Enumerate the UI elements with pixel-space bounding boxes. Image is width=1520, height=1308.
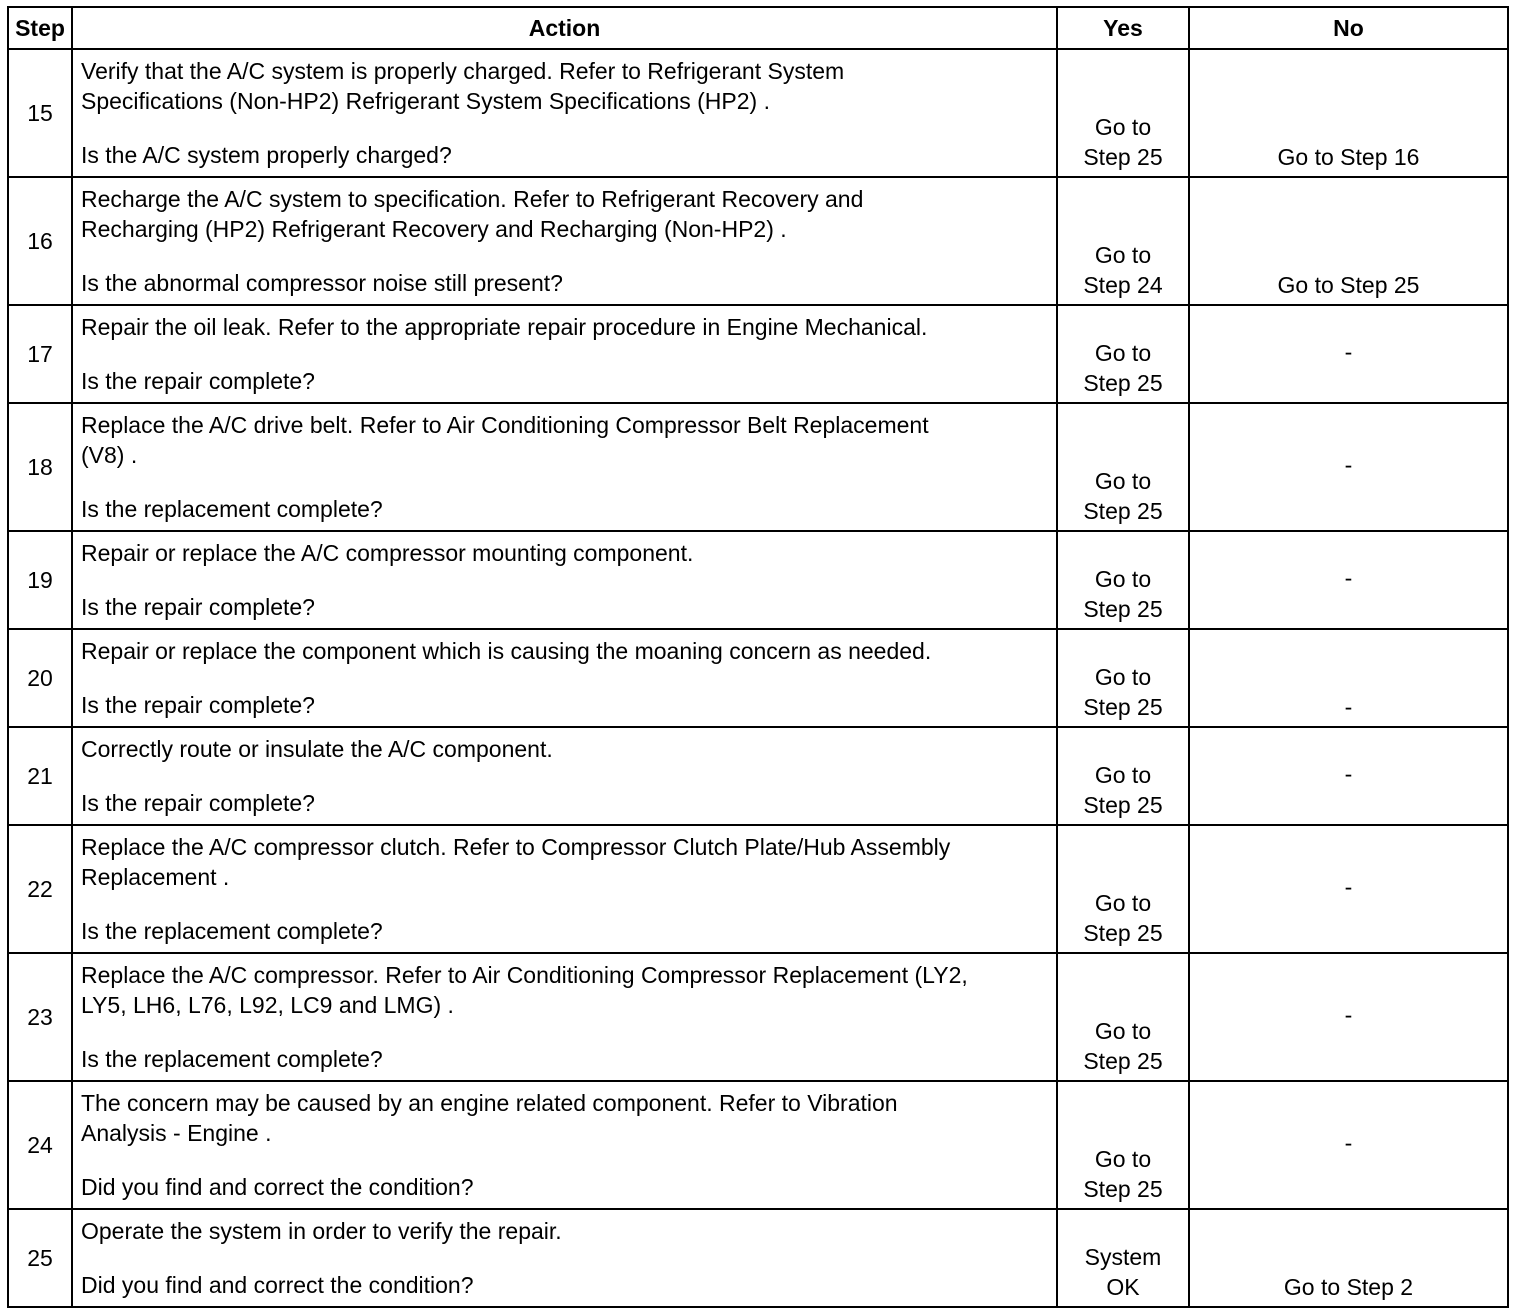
yes-text: Go to (1094, 664, 1152, 690)
action-question: Is the repair complete? (81, 692, 315, 718)
yes-cell (1057, 825, 1189, 953)
action-question: Did you find and correct the condition? (81, 1174, 474, 1200)
table-row (8, 1081, 1508, 1209)
action-text: Repair the oil leak. Refer to the appropriate repair procedure in Engine Mechanical. (81, 314, 928, 340)
header-action: Action (72, 7, 1057, 49)
yes-cell (1057, 531, 1189, 629)
table-row (8, 825, 1508, 953)
action-cell (72, 629, 1057, 727)
step-number: 24 (8, 1081, 72, 1209)
step-number: 18 (8, 403, 72, 531)
diagnostic-table-container (7, 6, 1509, 1308)
no-cell: - (1189, 403, 1508, 531)
no-cell: - (1189, 305, 1508, 403)
yes-cell (1057, 49, 1189, 177)
action-question: Is the replacement complete? (81, 1046, 383, 1072)
header-row (8, 7, 1508, 49)
no-cell: - (1189, 953, 1508, 1081)
yes-cell (1057, 305, 1189, 403)
step-number: 20 (8, 629, 72, 727)
no-cell: - (1189, 727, 1508, 825)
table-row (8, 177, 1508, 305)
action-text: Verify that the A/C system is properly charged. Refer to Refrigerant System (81, 58, 845, 84)
step-number: 23 (8, 953, 72, 1081)
step-number: 17 (8, 305, 72, 403)
action-cell (72, 177, 1057, 305)
yes-text: System (1084, 1244, 1162, 1270)
yes-cell (1057, 727, 1189, 825)
table-row (8, 953, 1508, 1081)
action-text: Analysis - Engine . (81, 1120, 272, 1146)
no-cell: - (1189, 825, 1508, 953)
yes-text: Step 25 (1083, 596, 1163, 622)
no-cell: Go to Step 16 (1189, 49, 1508, 177)
yes-text: Go to (1094, 566, 1152, 592)
no-cell: - (1189, 531, 1508, 629)
table-row (8, 305, 1508, 403)
yes-text: Go to (1094, 762, 1152, 788)
step-number: 16 (8, 177, 72, 305)
action-cell (72, 1209, 1057, 1307)
action-text: Repair or replace the component which is causing the moaning concern as needed. (81, 638, 932, 664)
action-cell (72, 727, 1057, 825)
yes-text: Go to (1094, 340, 1152, 366)
action-text: LY5, LH6, L76, L92, LC9 and LMG) . (81, 992, 454, 1018)
yes-text: Step 25 (1083, 498, 1163, 524)
table-row (8, 629, 1508, 727)
yes-text: Go to (1094, 114, 1152, 140)
action-question: Is the replacement complete? (81, 918, 383, 944)
yes-text: Step 25 (1083, 144, 1163, 170)
action-cell (72, 1081, 1057, 1209)
action-text: Recharge the A/C system to specification. Refer to Refrigerant Recovery and (81, 186, 864, 212)
header-step: Step (8, 7, 72, 49)
yes-text: Go to (1094, 242, 1152, 268)
action-question: Is the replacement complete? (81, 496, 383, 522)
action-text: Replace the A/C compressor clutch. Refer to Compressor Clutch Plate/Hub Assembly (81, 834, 951, 860)
action-question: Is the repair complete? (81, 368, 315, 394)
action-text: Recharging (HP2) Refrigerant Recovery and Recharging (Non-HP2) . (81, 216, 787, 242)
yes-text: Step 25 (1083, 1176, 1163, 1202)
yes-cell (1057, 1081, 1189, 1209)
yes-cell (1057, 1209, 1189, 1307)
yes-text: Step 25 (1083, 920, 1163, 946)
action-cell (72, 305, 1057, 403)
action-cell (72, 825, 1057, 953)
yes-cell (1057, 403, 1189, 531)
no-cell: - (1189, 1081, 1508, 1209)
action-text: Correctly route or insulate the A/C component. (81, 736, 553, 762)
yes-text: Go to (1094, 1146, 1152, 1172)
action-cell (72, 403, 1057, 531)
action-question: Is the repair complete? (81, 790, 315, 816)
yes-text: Step 25 (1083, 694, 1163, 720)
action-text: (V8) . (81, 442, 138, 468)
no-cell: Go to Step 2 (1189, 1209, 1508, 1307)
action-text: Specifications (Non-HP2) Refrigerant System Specifications (HP2) . (81, 88, 770, 114)
yes-text: OK (1106, 1274, 1140, 1300)
step-number: 15 (8, 49, 72, 177)
action-cell (72, 531, 1057, 629)
yes-text: Go to (1094, 468, 1152, 494)
action-text: Operate the system in order to verify the repair. (81, 1218, 562, 1244)
action-question: Is the repair complete? (81, 594, 315, 620)
action-text: Repair or replace the A/C compressor mounting component. (81, 540, 694, 566)
action-question: Is the A/C system properly charged? (81, 142, 452, 168)
action-text: Replace the A/C compressor. Refer to Air Conditioning Compressor Replacement (LY2, (81, 962, 968, 988)
header-no: No (1189, 7, 1508, 49)
action-cell (72, 953, 1057, 1081)
step-number: 25 (8, 1209, 72, 1307)
table-row (8, 403, 1508, 531)
table-row (8, 727, 1508, 825)
action-question: Did you find and correct the condition? (81, 1272, 474, 1298)
table-row (8, 49, 1508, 177)
header-yes: Yes (1057, 7, 1189, 49)
no-cell: Go to Step 25 (1189, 177, 1508, 305)
yes-text: Step 25 (1083, 1048, 1163, 1074)
diagnostic-table (7, 6, 1509, 1308)
table-row (8, 531, 1508, 629)
no-cell: - (1189, 629, 1508, 727)
yes-cell (1057, 629, 1189, 727)
yes-cell (1057, 177, 1189, 305)
yes-text: Go to (1094, 890, 1152, 916)
yes-text: Step 25 (1083, 370, 1163, 396)
action-cell (72, 49, 1057, 177)
yes-text: Step 25 (1083, 792, 1163, 818)
action-text: Replace the A/C drive belt. Refer to Air Conditioning Compressor Belt Replacement (81, 412, 929, 438)
step-number: 19 (8, 531, 72, 629)
table-row (8, 1209, 1508, 1307)
action-text: Replacement . (81, 864, 230, 890)
action-question: Is the abnormal compressor noise still present? (81, 270, 563, 296)
yes-text: Step 24 (1083, 272, 1163, 298)
action-text: The concern may be caused by an engine related component. Refer to Vibration (81, 1090, 898, 1116)
yes-cell (1057, 953, 1189, 1081)
yes-text: Go to (1094, 1018, 1152, 1044)
step-number: 22 (8, 825, 72, 953)
step-number: 21 (8, 727, 72, 825)
